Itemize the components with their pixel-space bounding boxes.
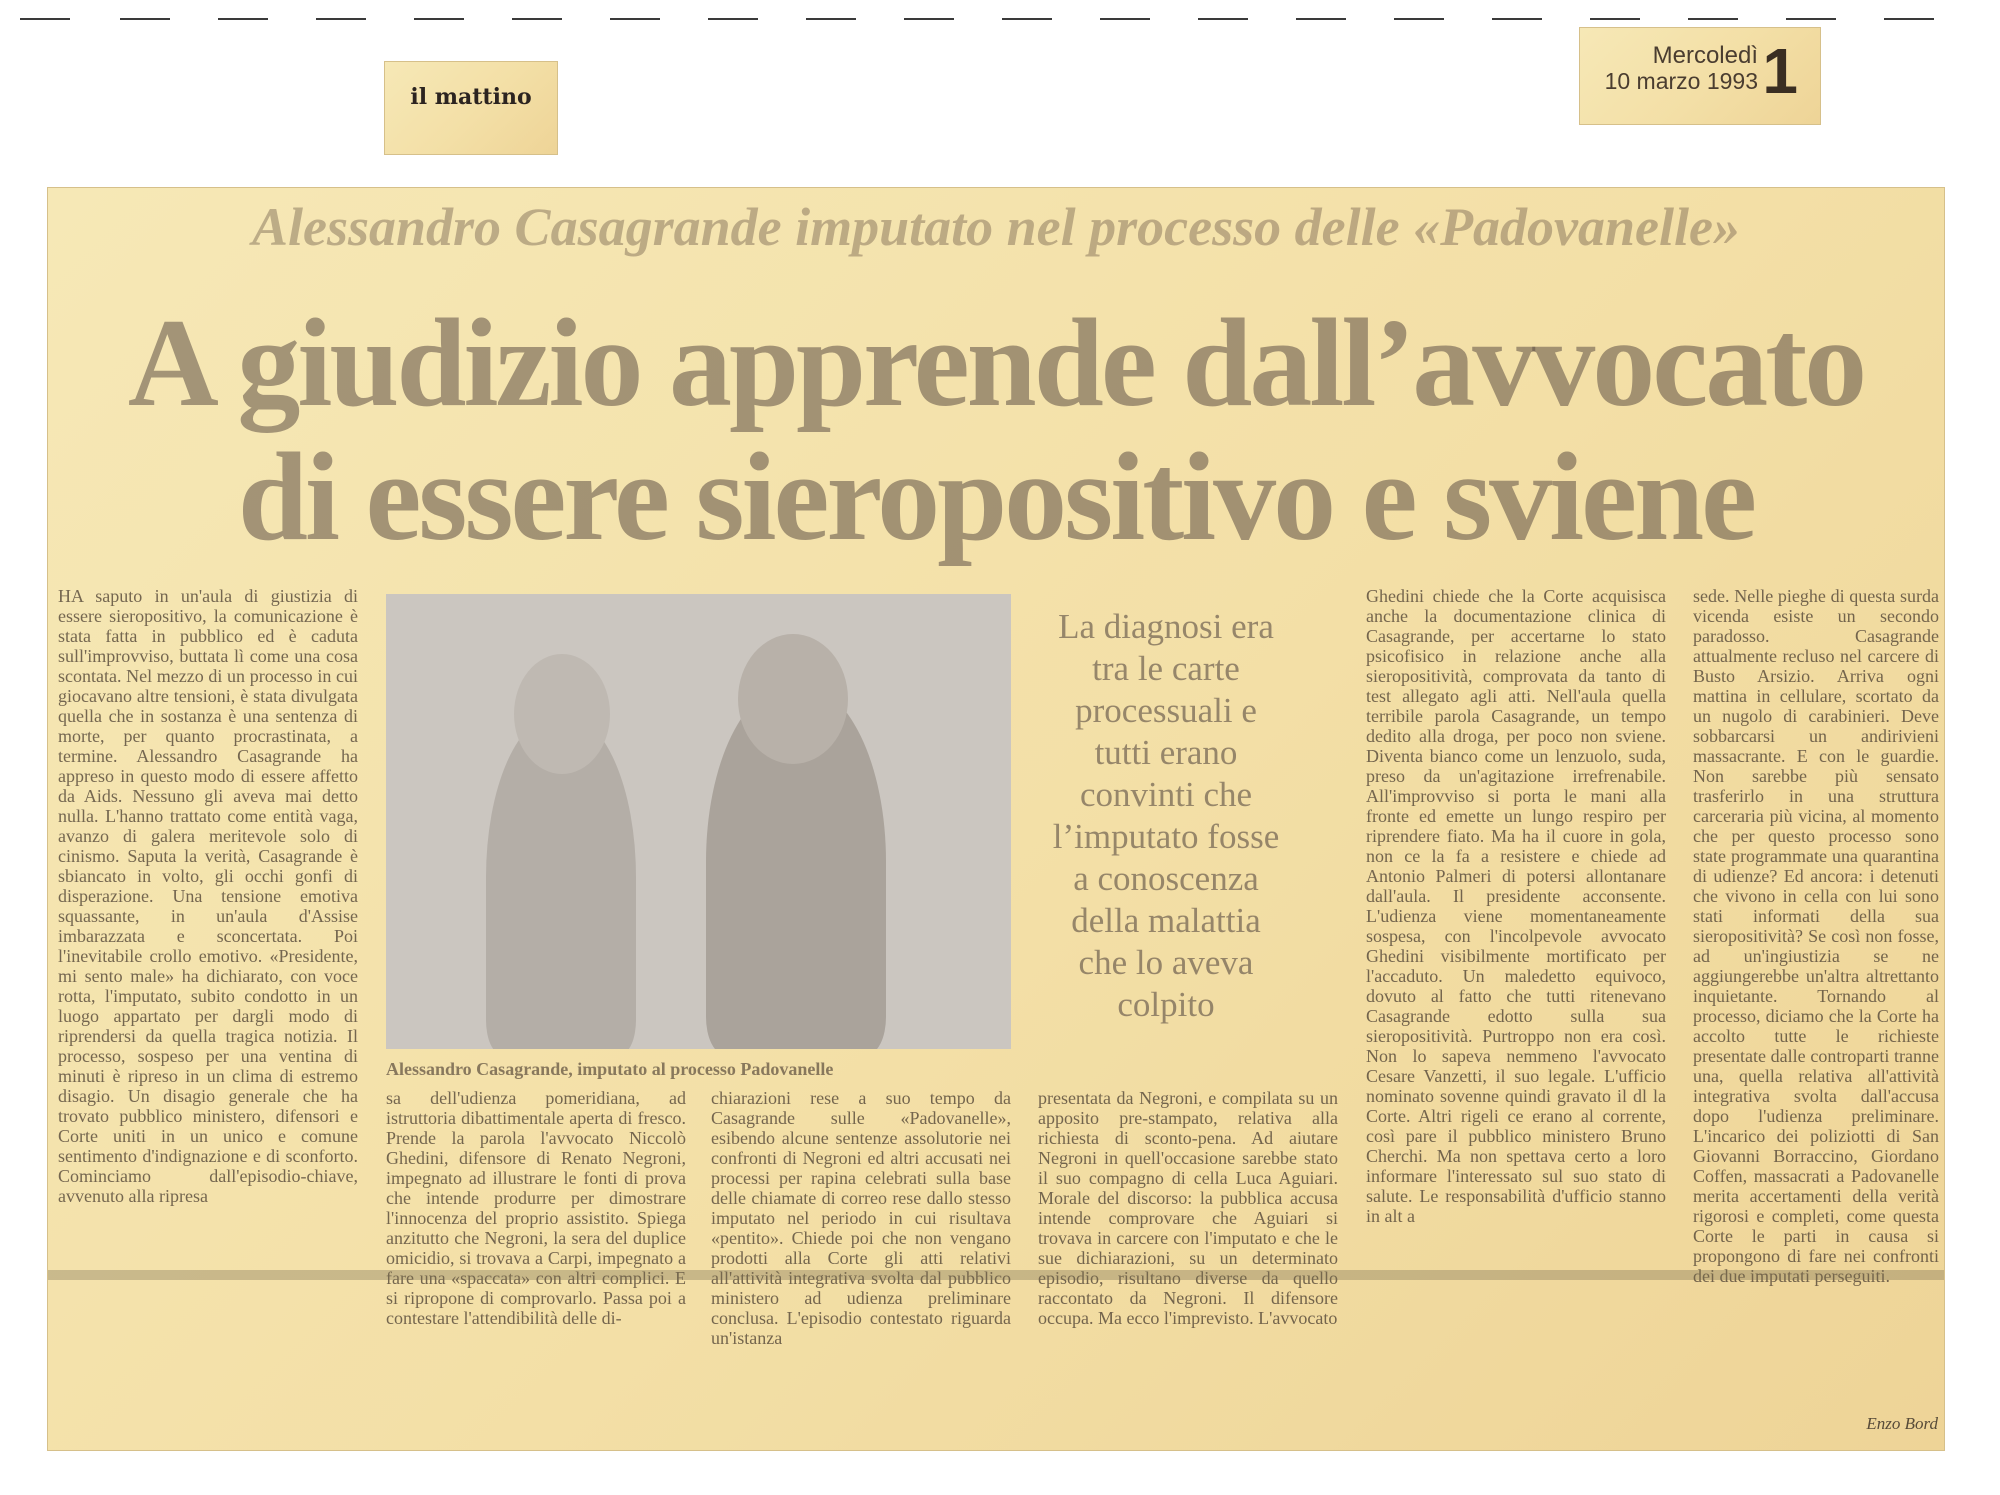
- headline-line-1: A giudizio apprende dall’avvocato: [127, 294, 1865, 433]
- article-column-1: HA saputo in un'aula di giustizia di essere sieropositivo, la comunicazione è stata fatta in pubblico ed è caduta sull'improvviso, buttata lì come una cosa scontata. Nel mezzo di un processo in cui giocavano altre tensioni, è stata divulgata quella che in sostanza è una sentenza di morte, per quanto procrastinata, a termine. Alessandro Casagrande ha appreso in questo modo di essere affetto da Aids. Nessuno gli aveva mai detto nulla. L'hanno trattato come entità vaga, avanzo di galera meritevole solo di cinismo. Saputa la verità, Casagrande è sbiancato in volto, gli occhi gonfi di disperazione. Una tensione emotiva squassante, in un'aula d'Assise imbarazzata e sconcertata. Poi l'inevitabile crollo emotivo. «Presidente, mi sento male» ha dichiarato, con voce rotta, l'imputato, subito condotto in un luogo appartato per dargli modo di riprendersi da quella tragica notizia. Il processo, sospeso per una ventina di minuti è ripreso in un clima di estremo disagio. Un disagio generale che ha trovato pubblico ministero, difensori e Corte uniti in un unico e comune sentimento d'indignazione e di sconforto. Cominciamo dall'episodio-chiave, avvenuto alla ripresa: [58, 586, 358, 1206]
- photo-caption: Alessandro Casagrande, imputato al processo Padovanelle: [386, 1059, 834, 1079]
- pull-quote: La diagnosi era tra le carte processuali e tutti erano convinti che l’imputato fosse a conoscenza della malattia che lo aveva colpito: [1052, 607, 1280, 1024]
- photo-head-right: [738, 634, 848, 764]
- masthead-clipping: [385, 62, 557, 154]
- newspaper-name: il mattino: [410, 84, 532, 110]
- article-clipping: [48, 188, 1944, 1450]
- article-column-6: sede. Nelle pieghe di questa surda vicenda esiste un secondo paradosso. Casagrande attualmente recluso nel carcere di Busto Arsizio. Arriva ogni mattina in cellulare, scortato da un nugolo di carabinieri. Deve sobbarcarsi un andirivieni massacrante. E con le guardie. Non sarebbe più sensato trasferirlo in una struttura carceraria più vicina, al momento che per questo processo sono state programmate una quarantina di udienze? Ed ancora: i detenuti che vivono in cella con lui sono stati informati della sua sieropositività? Se così non fosse, ad un'ingiustizia se ne aggiungerebbe un'altra altrettanto inquietante. Tornando al processo, diciamo che la Corte ha accolto tutte le richieste presentate dalle controparti tranne una, quella relativa all'attività integrativa svolta dall'accusa dopo l'udienza preliminare. L'incarico dei poliziotti di San Giovanni Borraccino, Giordano Coffen, massacrati a Padovanelle merita accertamenti della verità rigorosi e completi, come questa Corte le parti in causa si propongono di fare nei confronti dei due imputati perseguiti.: [1693, 586, 1939, 1286]
- weekday: Mercoledì: [1652, 42, 1758, 69]
- article-column-2: sa dell'udienza pomeridiana, ad istruttoria dibattimentale aperta di fresco. Prende la parola l'avvocato Niccolò Ghedini, difensore di Renato Negroni, impegnato ad illustrare le fonti di prova che intende produrre per dimostrare l'innocenza del proprio assistito. Spiega anzitutto che Negroni, la sera del duplice omicidio, si trovava a Carpi, impegnato a fare una «spaccata» con altri complici. E si ripropone di comprovarlo. Passa poi a contestare l'attendibilità delle di-: [386, 1088, 686, 1328]
- article-column-4: presentata da Negroni, e compilata su un apposito pre-stampato, relativa alla richiesta di sconto-pena. Ad aiutare Negroni in quell'occasione sarebbe stato il suo compagno di cella Luca Aguiari. Morale del discorso: la pubblica accusa intende comprovare che Aguiari si trovava in carcere con l'imputato e che le sue dichiarazioni, su un determinato episodio, risultano diverse da quello raccontato da Negroni. Il difensore occupa. Ma ecco l'imprevisto. L'avvocato: [1038, 1088, 1338, 1328]
- article-column-3: chiarazioni rese a suo tempo da Casagrande sulle «Padovanelle», esibendo alcune sentenze assolutorie nei confronti di Negroni ed altri accusati nei processi per rapina celebrati sulla base delle chiamate di correo rese dallo stesso imputato nel periodo in cui risultava «pentito». Chiede poi che non vengano prodotti alla Corte gli atti relativi all'attività integrativa svolta dal pubblico ministero ad udienza preliminare conclusa. L'episodio contestato riguarda un'istanza: [711, 1088, 1011, 1348]
- tape-strip: [48, 1270, 1944, 1280]
- photo-head-left: [514, 654, 610, 774]
- kicker: Alessandro Casagrande imputato nel processo delle «Padovanelle»: [251, 197, 1740, 257]
- binder-holes: [0, 14, 2000, 24]
- byline: Enzo Bord: [1866, 1414, 1938, 1433]
- article-photo: [386, 594, 1011, 1049]
- article-column-5: Ghedini chiede che la Corte acquisisca anche la documentazione clinica di Casagrande, per accertarne lo stato psicofisico in relazione anche alla sieropositività, comprovata da tanto di test allegato agli atti. Nell'aula quella terribile parola Casagrande, un tempo dedito alla droga, per poco non sviene. Diventa bianco come un lenzuolo, suda, preso da un'agitazione irrefrenabile. All'improvviso si porta le mani alla fronte ed emette un lungo respiro per riprendere fiato. Ma ha il cuore in gola, non ce la fa a resistere e chiede ad Antonio Palmeri di potersi allontanare dall'aula. Il presidente acconsente. L'udienza viene momentaneamente sospesa, con l'incolpevole avvocato Ghedini visibilmente mortificato per l'accaduto. Un maledetto equivoco, dovuto al fatto che tutti ritenevano Casagrande edotto sulla sua sieropositività. Purtroppo non era così. Non lo sapeva nemmeno l'avvocato Cesare Vanzetti, il suo legale. L'ufficio nominato sovenne quindi gravato il dl la Corte. Altri rigeli ce erano al corrente, così pare il pubblico ministero Bruno Cherchi. Ma non spettava certo a loro informare l'interessato sul suo stato di salute. Le responsabilità d'ufficio stanno in alt a: [1366, 586, 1666, 1226]
- headline-line-2: di essere sieropositivo e sviene: [237, 428, 1755, 567]
- issue-date: 10 marzo 1993: [1604, 68, 1758, 94]
- page-number: 1: [1762, 35, 1798, 107]
- date-clipping: [1580, 28, 1820, 124]
